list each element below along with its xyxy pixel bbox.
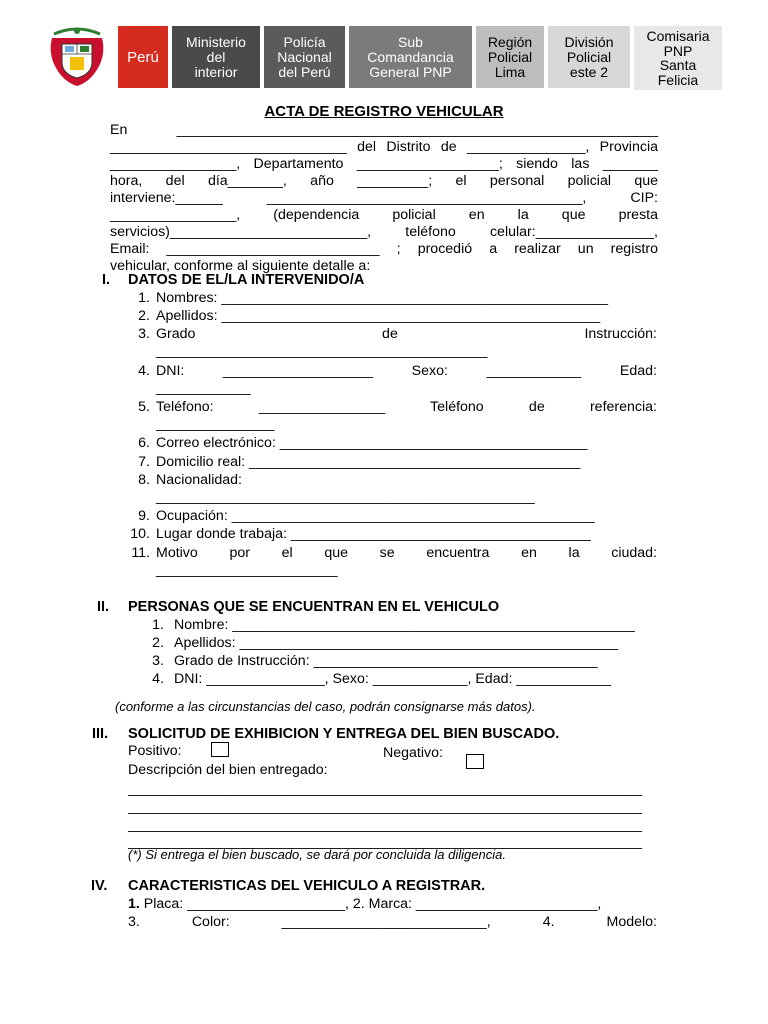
item-label: Nacionalidad: <box>156 472 242 488</box>
item-text[interactable] <box>156 290 657 307</box>
section-3-title: SOLICITUD DE EXHIBICION Y ENTREGA DEL BIEN BUSCADO. <box>128 726 560 742</box>
section-4-title: CARACTERISTICAS DEL VEHICULO A REGISTRAR. <box>128 878 486 894</box>
vehicle-item-1-text: Placa: ____________________, 2. Marca: _______________________, <box>143 896 602 912</box>
item-number: 2. <box>138 308 150 324</box>
item-number: 11. <box>131 545 150 561</box>
header-box-3 <box>349 26 472 88</box>
header-box-label: Comisaria PNP Santa Felicia <box>646 28 710 88</box>
item-number: 8. <box>138 472 150 488</box>
header-box-label: Sub Comandancia General PNP <box>367 33 454 80</box>
header-banner <box>36 24 726 88</box>
header-box-label: División Policial este 2 <box>564 33 614 80</box>
item-text[interactable] <box>156 508 657 525</box>
item-label: Apellidos: ________________________________________________ <box>174 635 619 651</box>
item-text[interactable] <box>174 617 652 634</box>
item-text[interactable] <box>156 363 657 397</box>
section-2-note: (conforme a las circunstancias del caso, podrán consignarse más datos). <box>115 699 536 714</box>
item-number: 5. <box>138 399 150 415</box>
vehicle-item-3-number: 3. <box>128 914 140 930</box>
intro-line: hora, del día_______, año _________; el personal policial que <box>110 173 658 189</box>
item-number: 3. <box>152 653 164 669</box>
vehicle-item-1 <box>128 896 601 913</box>
item-continuation: __________________________________________ <box>156 343 488 359</box>
intro-line: En _____________________________________________________________ <box>110 122 658 138</box>
item-label: Grado de Instrucción: ____________________________________ <box>174 653 598 669</box>
item-text[interactable] <box>156 526 657 543</box>
item-label: Lugar donde trabaja: ______________________________________ <box>156 526 591 542</box>
negativo-label: Negativo: <box>383 745 443 761</box>
item-label: Apellidos: ________________________________________________ <box>156 308 601 324</box>
header-box-label: Región Policial Lima <box>487 33 533 80</box>
section-3-note: (*) Si entrega el bien buscado, se dará por concluida la diligencia. <box>128 847 506 862</box>
item-number: 1. <box>138 290 150 306</box>
positivo-checkbox[interactable] <box>211 742 229 757</box>
descripcion-line-1[interactable]: __________________________________________________________________ <box>128 780 642 796</box>
item-label: Motivo por el que se encuentra en la ciudad: <box>156 545 657 561</box>
item-text[interactable] <box>156 454 657 471</box>
item-label: Domicilio real: __________________________________________ <box>156 454 581 470</box>
descripcion-line-4[interactable]: __________________________________________________________________ <box>128 833 642 849</box>
intro-line: vehicular, conforme al siguiente detalle a: <box>110 258 371 274</box>
header-box-6 <box>634 26 722 90</box>
descripcion-line-3[interactable]: __________________________________________________________________ <box>128 816 642 832</box>
intro-paragraph <box>110 122 658 275</box>
intro-line: interviene:______ ________________________________________, CIP: <box>110 190 658 206</box>
item-number: 4. <box>152 671 164 687</box>
vehicle-item-1-number: 1. <box>128 896 140 912</box>
header-box-label: Policía Nacional del Perú <box>277 33 332 80</box>
item-label: Nombre: ___________________________________________________ <box>174 617 635 633</box>
item-continuation: _______________________ <box>156 562 338 578</box>
item-text[interactable] <box>156 472 657 506</box>
item-text[interactable] <box>174 635 652 652</box>
item-label: DNI: ___________________ Sexo: ____________ Edad: <box>156 363 657 379</box>
item-number: 3. <box>138 326 150 342</box>
intro-line: ______________________________ del Distrito de _______________, Provincia <box>110 139 658 155</box>
header-box-1 <box>172 26 260 88</box>
item-label: Nombres: _________________________________________________ <box>156 290 609 306</box>
header-box-0 <box>118 26 168 88</box>
header-box-2 <box>264 26 345 88</box>
item-text[interactable] <box>174 671 652 688</box>
descripcion-line-2[interactable]: __________________________________________________________________ <box>128 798 642 814</box>
item-text[interactable] <box>156 435 657 452</box>
item-continuation: ________________________________________________ <box>156 489 535 505</box>
section-1-title: DATOS DE EL/LA INTERVENIDO/A <box>128 272 365 288</box>
vehicle-item-4-number: 4. <box>542 914 555 930</box>
intro-line: Email: ___________________________ ; procedió a realizar un registro <box>110 241 658 257</box>
vehicle-item-3 <box>128 914 657 931</box>
header-box-5 <box>548 26 630 88</box>
vehicle-item-4-model-label: Modelo: <box>606 914 657 930</box>
item-continuation: ____________ <box>156 380 251 396</box>
item-text[interactable] <box>156 545 657 579</box>
intro-line: ________________, Departamento __________________; siendo las _______ <box>110 156 658 172</box>
section-1-number: I. <box>102 272 111 288</box>
section-3-number: III. <box>92 726 109 742</box>
item-number: 2. <box>152 635 164 651</box>
vehicle-item-3-color-field: __________________________, <box>281 914 491 930</box>
item-label: Teléfono: ________________ Teléfono de referencia: <box>156 399 657 415</box>
section-2-title: PERSONAS QUE SE ENCUENTRAN EN EL VEHICULO <box>128 599 500 615</box>
item-label: DNI: _______________, Sexo: ____________, Edad: ____________ <box>174 671 612 687</box>
item-label: Correo electrónico: _______________________________________ <box>156 435 588 451</box>
item-text[interactable] <box>156 326 657 360</box>
descripcion-label: Descripción del bien entregado: <box>128 762 328 778</box>
item-continuation: _______________ <box>156 416 275 432</box>
header-box-4 <box>476 26 544 88</box>
peru-coat-of-arms-icon <box>42 24 112 88</box>
positivo-label: Positivo: <box>128 743 182 759</box>
header-box-label: Perú <box>127 48 159 66</box>
item-number: 9. <box>138 508 150 524</box>
item-number: 4. <box>138 363 150 379</box>
item-text[interactable] <box>156 399 657 433</box>
vehicle-item-3-color-label: Color: <box>191 914 230 930</box>
intro-line: ________________, (dependencia policial en la que presta <box>110 207 658 223</box>
item-number: 1. <box>152 617 164 633</box>
item-text[interactable] <box>156 308 657 325</box>
section-4-number: IV. <box>91 878 108 894</box>
item-number: 6. <box>138 435 150 451</box>
negativo-checkbox[interactable] <box>466 754 484 769</box>
section-2-number: II. <box>97 599 110 615</box>
intro-line: servicios)_________________________, teléfono celular:_______________, <box>110 224 658 240</box>
header-box-label: Ministerio del interior <box>186 33 246 80</box>
item-label: Ocupación: ______________________________________________ <box>156 508 595 524</box>
item-number: 7. <box>138 454 150 470</box>
document-title: ACTA DE REGISTRO VEHICULAR <box>264 103 504 120</box>
item-number: 10. <box>130 526 150 542</box>
item-label: Grado de Instrucción: <box>156 326 657 342</box>
item-text[interactable] <box>174 653 652 670</box>
